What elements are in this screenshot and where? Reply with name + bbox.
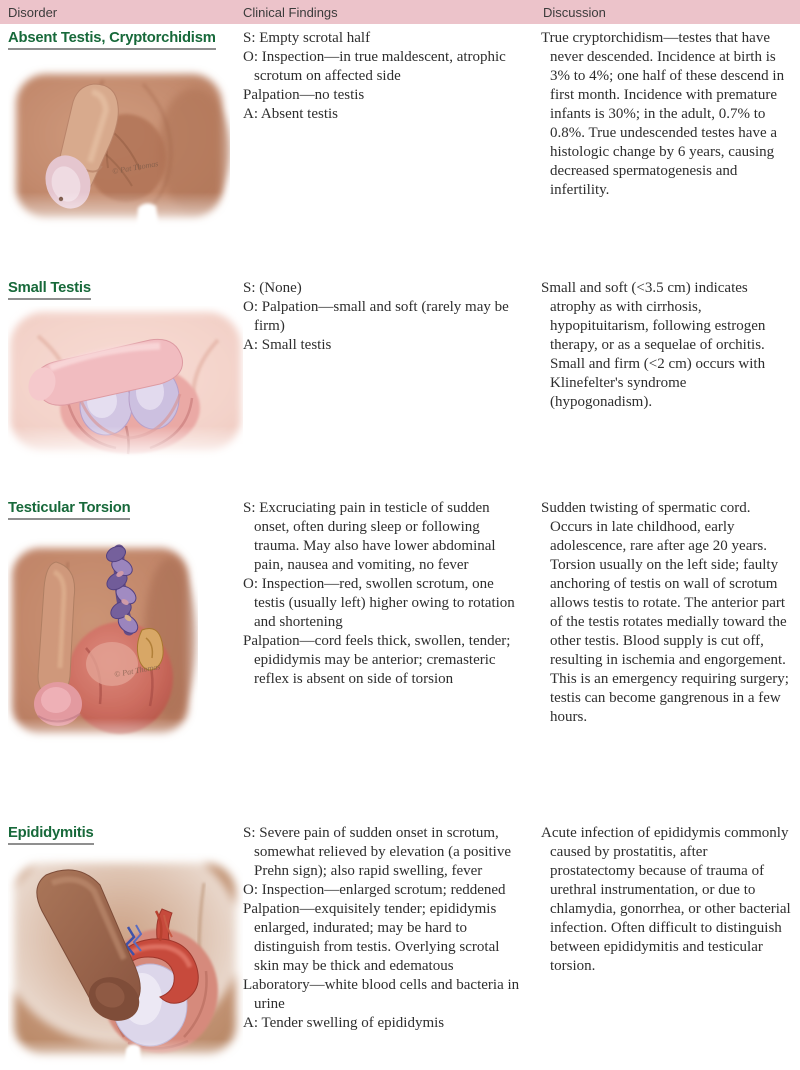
discussion-text: Small and soft (<3.5 cm) indicates atrophy as with cirrhosis, hypopituitarism, following estrogen therapy, or as a sequelae of orchitis. Small and firm (<2 cm) occurs with Klinefelter's syndrome (hypogonadism). [541, 280, 766, 410]
finding-line: S: Excruciating pain in testicle of sudden onset, often during sleep or following trauma. May also have lower abdominal pain, nausea and vomiting, no fever [243, 500, 496, 573]
finding-line: O: Inspection—red, swollen scrotum, one testis (usually left) higher owing to rotation and shortening [243, 576, 515, 630]
table-row [0, 819, 800, 1066]
disorder-title: Absent Testis, Cryptorchidism [8, 30, 216, 50]
column-header-clinical-findings: Clinical Findings [243, 4, 338, 20]
clinical-findings-cell [243, 279, 521, 355]
clinical-findings-cell [243, 29, 521, 124]
discussion-cell [533, 499, 792, 727]
testicular-torsion-illustration [8, 528, 198, 751]
column-header-disorder: Disorder [8, 4, 58, 20]
finding-line: Palpation—no testis [243, 87, 365, 103]
discussion-text: Sudden twisting of spermatic cord. Occurs in late childhood, early adolescence, rare after age 20 years. Torsion usually on the left side; faulty anchoring of testis on wall of scrotum allows testis to rotate. The anterior part of the testis rotates medially toward the other testis. Blood supply is cut off, resulting in ischemia and engorgement. This is an emergency requiring surgery; testis can become gangrenous in a few hours. [541, 500, 789, 725]
finding-line: A: Absent testis [243, 106, 339, 122]
finding-line: Palpation—cord feels thick, swollen, tender; epididymis may be anterior; cremasteric reflex is absent on side of torsion [243, 633, 511, 687]
finding-line: Laboratory—white blood cells and bacteria in urine [243, 977, 520, 1012]
cryptorchidism-illustration [8, 58, 230, 236]
table-row [0, 494, 800, 819]
clinical-findings-cell [243, 499, 521, 689]
small-testis-illustration-art [8, 306, 243, 461]
epididymitis-illustration [8, 853, 243, 1066]
disorder-cell [8, 824, 243, 1066]
discussion-text: True cryptorchidism—testes that have never descended. Incidence at birth is 3% to 4%; one half of these descend in first month. Incidence with premature infants is 30%; in the adult, 0.7% to 0.8%. True undescended testes have a histologic change by 6 years, causing decreased spermatogenesis and infertility. [541, 30, 785, 198]
cryptorchidism-illustration-art [8, 58, 230, 236]
discussion-cell [533, 824, 792, 976]
artist-signature: © Pat Thomas [111, 159, 160, 176]
finding-line: Palpation—exquisitely tender; epididymis enlarged, indurated; may be hard to distinguish from testis. Overlying scrotal skin may be thick and edematous [243, 901, 500, 974]
disorder-cell [8, 499, 243, 751]
disorder-cell [8, 29, 243, 236]
disorder-title: Testicular Torsion [8, 500, 130, 520]
finding-line: O: Palpation—small and soft (rarely may be firm) [243, 299, 509, 334]
finding-line: O: Inspection—enlarged scrotum; reddened [243, 882, 506, 898]
testicular-torsion-illustration-art [8, 528, 198, 751]
discussion-cell [533, 29, 792, 200]
column-header-discussion: Discussion [543, 4, 606, 20]
table-header [0, 0, 800, 24]
epididymitis-illustration-art [8, 853, 243, 1066]
finding-line: O: Inspection—in true maldescent, atrophic scrotum on affected side [243, 49, 506, 84]
disorder-title: Epididymitis [8, 825, 94, 845]
finding-line: S: Empty scrotal half [243, 30, 371, 46]
discussion-cell [533, 279, 792, 412]
clinical-findings-cell [243, 824, 521, 1033]
table-row [0, 274, 800, 494]
finding-line: A: Tender swelling of epididymis [243, 1015, 445, 1031]
disorder-title: Small Testis [8, 280, 91, 300]
artist-signature: © Pat Thomas [113, 662, 162, 680]
finding-line: S: Severe pain of sudden onset in scrotum, somewhat relieved by elevation (a positive Prehn sign); also rapid swelling, fever [243, 825, 511, 879]
discussion-text: Acute infection of epididymis commonly caused by prostatitis, after prostatectomy because of trauma of urethral instrumentation, or due to chlamydia, gonorrhea, or other bacterial infection. Often difficult to distinguish between epididymitis and testicular torsion. [541, 825, 791, 974]
finding-line: S: (None) [243, 280, 302, 296]
finding-line: A: Small testis [243, 337, 332, 353]
table-row [0, 24, 800, 274]
disorder-cell [8, 279, 243, 461]
small-testis-illustration [8, 306, 243, 461]
